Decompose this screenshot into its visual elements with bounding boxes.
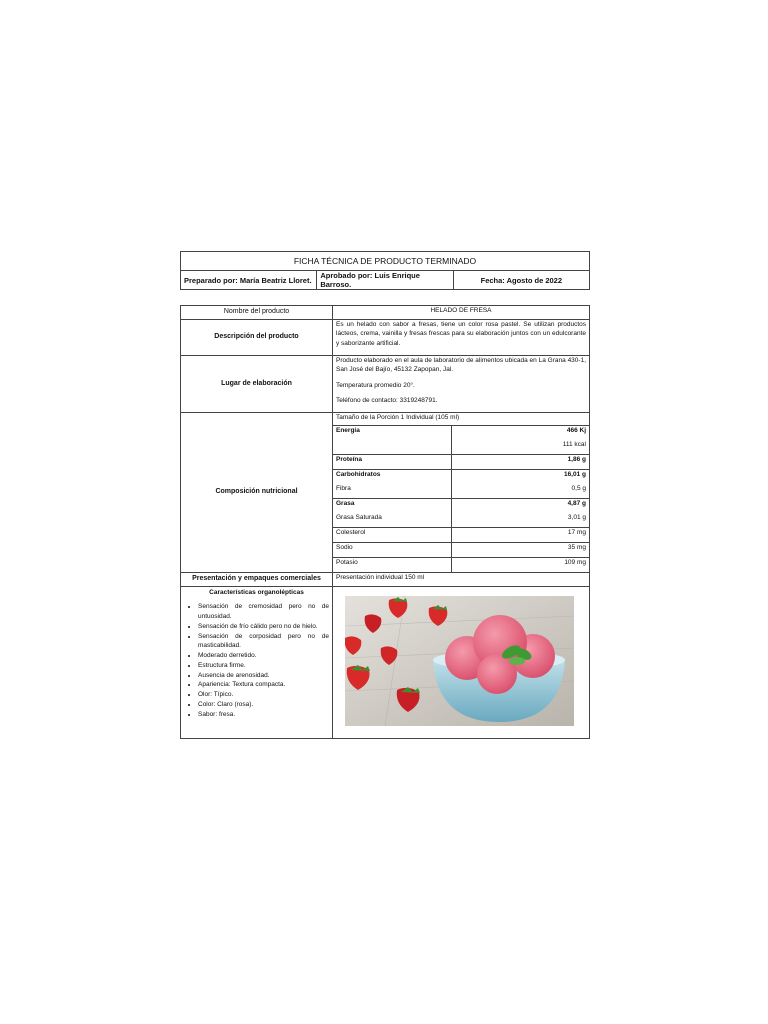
nutrient-value: 109 mg — [452, 558, 590, 573]
location-phone: Teléfono de contacto: 3319248791. — [336, 397, 438, 405]
nutrition-row — [333, 440, 589, 455]
nutrient-value: 3,01 g — [567, 514, 586, 521]
location-label: Lugar de elaboración — [181, 356, 333, 413]
nutrient-value: 466 Kj — [452, 426, 590, 441]
location-value — [333, 356, 590, 413]
nutrition-row — [333, 513, 589, 528]
nutrient-value: 1,86 g — [452, 455, 590, 470]
nutrition-row — [333, 426, 589, 441]
location-address: Producto elaborado en el aula de laboratorio de alimentos ubicada en La Grana 430-1, San José del Bajío, 45132 Zapopan, Jal. — [336, 357, 586, 374]
nutrient-value: 17 mg — [452, 528, 590, 543]
portion-size: Tamaño de la Porción 1 Individual (105 ml) — [336, 414, 460, 421]
organoleptic-item: • Sensación de corposidad pero no de masticabilidad. — [198, 632, 329, 652]
organoleptic-item: • Ausencia de arenosidad. — [198, 671, 329, 681]
nutrient-name: Sodio — [333, 543, 452, 558]
nutrition-label: Composición nutricional — [181, 413, 333, 573]
nutrient-name: Grasa — [333, 499, 452, 514]
nutrient-value: 111 kcal — [562, 441, 586, 448]
header-table — [180, 251, 590, 290]
nutrition-row — [333, 499, 589, 514]
approved-by: Aprobado por: Luis Enrique Barroso. — [317, 271, 453, 290]
nutrient-name: Fibra — [333, 484, 452, 499]
nutrition-row — [333, 528, 589, 543]
nutrient-name: Energía — [333, 426, 452, 441]
nutrient-value: 0,5 g — [571, 485, 586, 492]
nutrition-row — [333, 470, 589, 485]
document-title: FICHA TÉCNICA DE PRODUCTO TERMINADO — [181, 252, 590, 271]
presentation-label: Presentación y empaques comerciales — [181, 573, 333, 587]
nutrient-value: 4,87 g — [452, 499, 590, 514]
nutrition-row — [333, 455, 589, 470]
nutrition-panel — [333, 413, 590, 573]
organoleptic-item: • Moderado derretido. — [198, 651, 329, 661]
nutrition-row — [333, 484, 589, 499]
product-name-label: Nombre del producto — [181, 306, 333, 320]
organoleptic-item: • Sensación de cremosidad pero no de untuosidad. — [198, 602, 329, 622]
nutrient-name: Grasa Saturada — [333, 513, 452, 528]
nutrient-name: Potasio — [333, 558, 452, 573]
prepared-by: Preparado por: María Beatriz Lloret. — [181, 271, 317, 290]
organoleptic-cell — [181, 587, 333, 739]
nutrient-name: Proteína — [333, 455, 452, 470]
organoleptic-item: • Sensación de frío cálido pero no de hielo. — [198, 622, 329, 632]
nutrition-row — [333, 543, 589, 558]
organoleptic-title: Características organolépticas — [209, 589, 304, 596]
description-label: Descripción del producto — [181, 320, 333, 356]
organoleptic-item: • Sabor: fresa. — [198, 710, 329, 720]
presentation-value: Presentación individual 150 ml — [333, 573, 590, 587]
nutrient-name: Colesterol — [333, 528, 452, 543]
location-temperature: Temperatura promedio 20°. — [336, 381, 415, 389]
photo-cell — [333, 587, 590, 739]
organoleptic-item: • Color: Claro (rosa). — [198, 700, 329, 710]
nutrient-value: 35 mg — [452, 543, 590, 558]
nutrient-name — [333, 440, 452, 455]
nutrient-name: Carbohidratos — [333, 470, 452, 485]
organoleptic-item: • Apariencia: Textura compacta. — [198, 680, 329, 690]
description-value: Es un helado con sabor a fresas, tiene un color rosa pastel. Se utilizan productos lácteos, crema, vainilla y fresas frescas para su elaboración juntos con un edulcorante y saborizante artificial. — [333, 320, 590, 356]
organoleptic-item: • Olor: Típico. — [198, 690, 329, 700]
organoleptic-item: • Estructura firme. — [198, 661, 329, 671]
organoleptic-list — [184, 602, 329, 719]
nutrition-row — [333, 558, 589, 573]
nutrient-value: 16,01 g — [452, 470, 590, 485]
product-sheet-table — [180, 305, 590, 739]
nutrition-table — [333, 425, 589, 572]
product-name-value: HELADO DE FRESA — [333, 306, 590, 320]
strawberry-ice-cream-photo — [345, 596, 574, 726]
document-date: Fecha: Agosto de 2022 — [453, 271, 589, 290]
